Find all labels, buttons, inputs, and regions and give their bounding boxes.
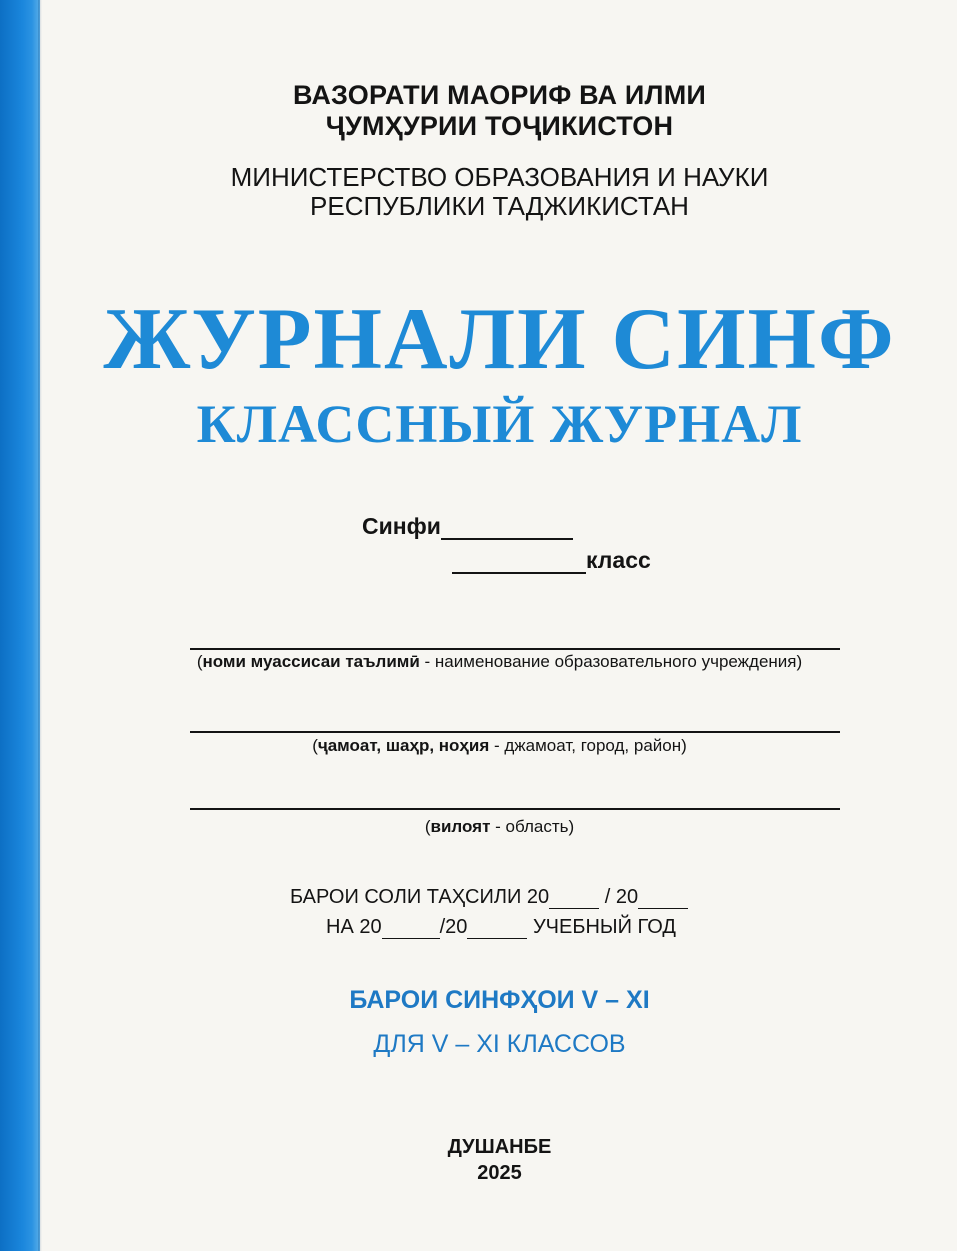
year-blank-ru-1[interactable] [382,920,440,939]
cover-spine [0,0,40,1251]
institution-blank[interactable] [190,648,840,650]
grade-field-tajik [362,513,573,540]
classes-range-russian: ДЛЯ V – XI КЛАССОВ [373,1030,626,1058]
grade-field-russian [452,547,651,574]
paren: ( [312,736,318,755]
year-blank-ru-2[interactable] [467,920,527,939]
academic-year-tajik [290,886,688,909]
ministry-ru-line-2: РЕСПУБЛИКИ ТАДЖИКИСТАН [310,191,689,221]
ministry-tj-line-1: ВАЗОРАТИ МАОРИФ ВА ИЛМИ [292,80,706,110]
locality-caption [42,736,957,756]
academic-year-tj-prefix: БАРОИ СОЛИ ТАҲСИЛИ 20 [290,886,550,908]
academic-year-ru-mid: /20 [439,916,468,938]
ministry-tj-line-2: ҶУМҲУРИИ ТОҶИКИСТОН [325,111,674,141]
ministry-ru-line-1: МИНИСТЕРСТВО ОБРАЗОВАНИЯ И НАУКИ [230,162,769,192]
classes-range-tajik: БАРОИ СИНФҲОИ V – XI [349,986,650,1014]
grade-label-tajik: Синфи [362,513,441,539]
year-blank-tj-1[interactable] [549,890,599,909]
year-blank-tj-2[interactable] [638,890,688,909]
publication-year: 2025 [477,1162,522,1184]
institution-caption [42,652,957,672]
institution-label-tajik: номи муассисаи таълимӣ [202,652,420,671]
grade-blank-2[interactable] [452,550,586,574]
academic-year-ru-prefix: НА 20 [326,916,382,938]
publication-city: ДУШАНБЕ [447,1136,552,1158]
academic-year-ru-suffix: УЧЕБНЫЙ ГОД [527,916,676,938]
academic-year-tj-mid: / 20 [599,886,639,908]
journal-title-tajik: ЖУРНАЛИ СИНФ [103,291,896,388]
paren: ( [196,652,203,671]
cover-page [42,0,957,1251]
region-label-russian: - область) [490,817,575,836]
grade-label-russian: класс [586,547,651,573]
ministry-name-russian [42,163,957,221]
region-blank[interactable] [190,808,840,810]
journal-title-russian: КЛАССНЫЙ ЖУРНАЛ [196,394,803,454]
region-caption [42,817,957,837]
locality-blank[interactable] [190,731,840,733]
grade-blank-1[interactable] [441,516,573,540]
institution-label-russian: - наименование образовательного учреждения) [419,652,803,671]
academic-year-russian [326,916,676,939]
locality-label-russian: - джамоат, город, район) [489,736,687,755]
ministry-name-tajik [42,80,957,142]
locality-label-tajik: ҷамоат, шаҳр, ноҳия [317,736,490,755]
region-label-tajik: вилоят [430,817,491,836]
paren: ( [424,817,431,836]
